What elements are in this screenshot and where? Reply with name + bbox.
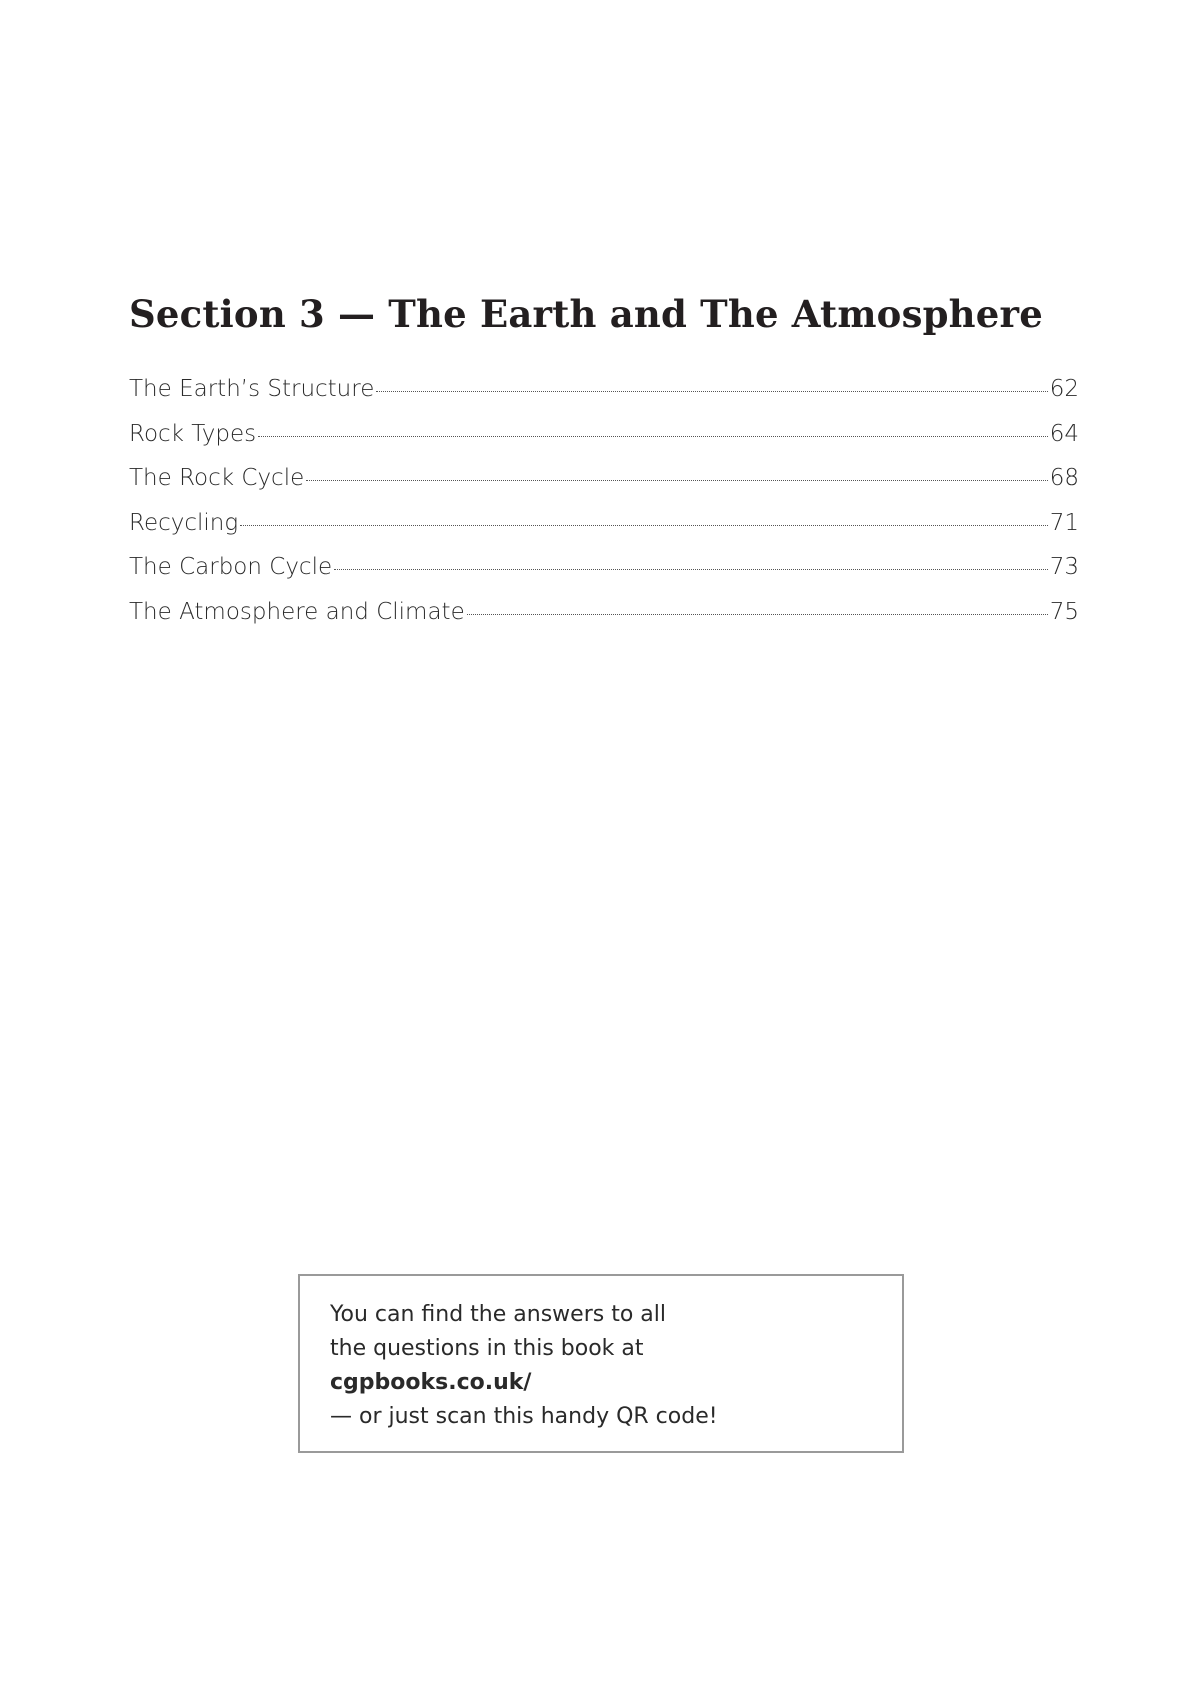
- dot-leader: [334, 569, 1048, 570]
- toc-entry-page: 73: [1049, 554, 1079, 581]
- dot-leader: [240, 525, 1048, 526]
- toc-entry[interactable]: [129, 554, 1079, 599]
- toc-entry[interactable]: [129, 421, 1079, 466]
- toc-entry-page: 64: [1049, 420, 1079, 447]
- toc-entry-label: Recycling: [129, 509, 239, 536]
- toc-entry-label: The Carbon Cycle: [129, 554, 333, 581]
- toc-entry-page: 62: [1049, 376, 1079, 402]
- answers-info-box: [298, 1274, 904, 1453]
- dot-leader: [376, 391, 1047, 392]
- toc-entry-label: The Rock Cycle: [129, 465, 305, 492]
- toc-entry-page: 71: [1049, 509, 1079, 536]
- answers-url-link[interactable]: cgpbooks.co.uk/: [330, 1370, 532, 1395]
- toc-entry[interactable]: [129, 376, 1079, 421]
- toc-entry[interactable]: [129, 510, 1079, 555]
- answers-line-1: You can find the answers to all: [330, 1302, 666, 1327]
- toc-entry-page: 68: [1049, 465, 1079, 492]
- table-of-contents: [129, 376, 1079, 644]
- section-title: Section 3 — The Earth and The Atmosphere: [129, 292, 1043, 336]
- toc-entry[interactable]: [129, 599, 1079, 644]
- toc-entry-label: The Earth’s Structure: [129, 376, 375, 402]
- toc-entry[interactable]: [129, 465, 1079, 510]
- answers-text: [330, 1298, 718, 1434]
- answers-line-4: — or just scan this handy QR code!: [330, 1404, 718, 1429]
- toc-entry-page: 75: [1049, 598, 1079, 625]
- dot-leader: [306, 480, 1047, 481]
- dot-leader: [258, 436, 1048, 437]
- dot-leader: [467, 614, 1048, 615]
- toc-entry-label: Rock Types: [129, 420, 257, 447]
- toc-entry-label: The Atmosphere and Climate: [129, 598, 465, 625]
- answers-line-2: the questions in this book at: [330, 1336, 644, 1361]
